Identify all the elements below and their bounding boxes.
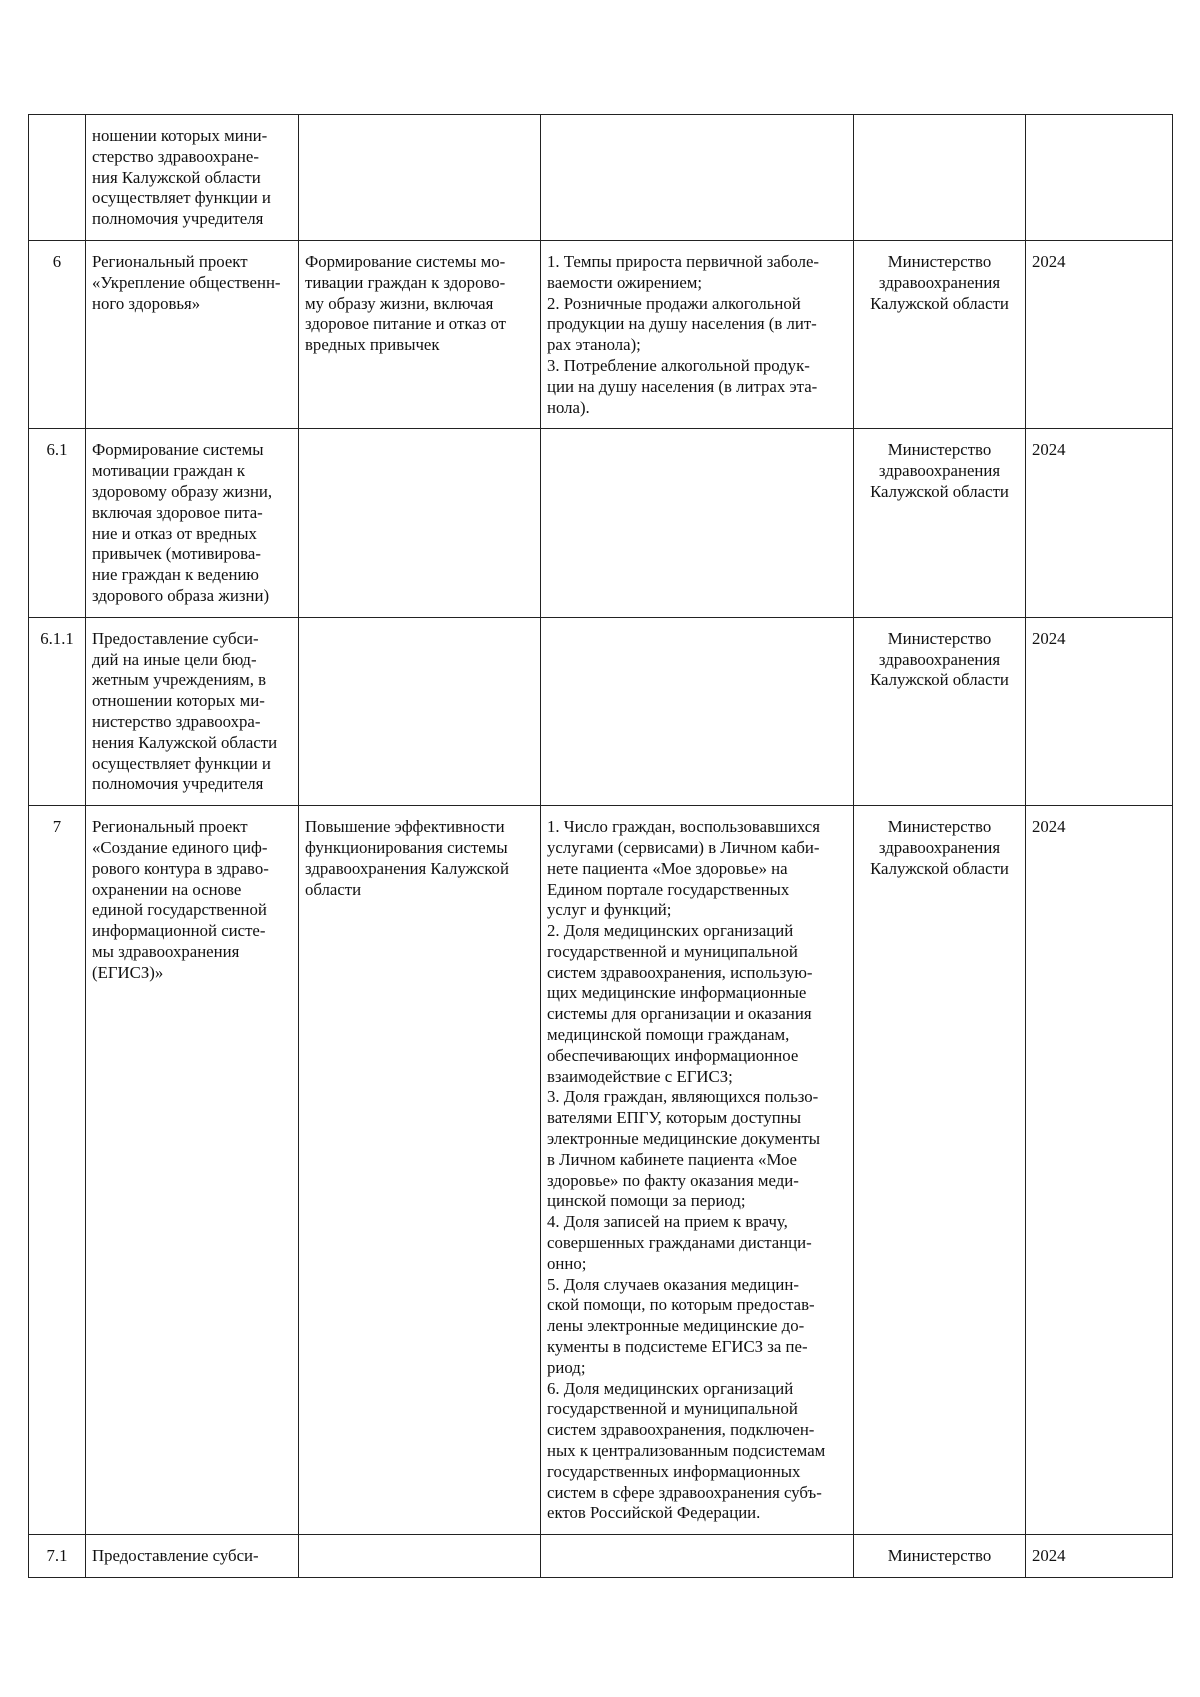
indicators-cell-line: услуг и функций; (547, 900, 672, 920)
measure-name-line: (ЕГИСЗ)» (92, 962, 164, 982)
responsible-cell-line: Калужской области (870, 481, 1009, 501)
indicators-cell-line: обеспечивающих информационное (547, 1045, 799, 1065)
measure-name-line: ного здоровья» (92, 293, 201, 313)
measure-name-line: здоровому образу жизни, (92, 481, 273, 501)
indicators-cell (541, 240, 854, 428)
indicators-cell-line: ции на душу населения (в литрах эта- (547, 376, 818, 396)
row-number: 6 (29, 240, 86, 428)
indicators-cell-line: здоровье» по факту оказания меди- (547, 1170, 799, 1190)
year-cell: 2024 (1026, 240, 1173, 428)
indicators-cell-line: 6. Доля медицинских организаций (547, 1378, 794, 1398)
measure-name-line: полномочия учредителя (92, 209, 264, 229)
row-number: 6.1 (29, 429, 86, 617)
measure-name-line: включая здоровое пита- (92, 502, 263, 522)
measure-name-line: осуществляет функции и (92, 188, 271, 208)
measure-name-line: единой государственной (92, 900, 267, 920)
indicators-cell-line: 1. Число граждан, воспользовавшихся (547, 817, 820, 837)
task-cell-line: функционирования системы (305, 837, 508, 857)
task-cell-line: здравоохранения Калужской (305, 858, 509, 878)
measure-name-line: ние и отказ от вредных (92, 523, 257, 543)
task-cell-line: тивации граждан к здорово- (305, 272, 506, 292)
indicators-cell-line: ваемости ожирением; (547, 272, 703, 292)
indicators-cell-line: нете пациента «Мое здоровье» на (547, 858, 788, 878)
measure-name-line: Региональный проект (92, 251, 248, 271)
indicators-cell-line: взаимодействие с ЕГИСЗ; (547, 1066, 733, 1086)
responsible-cell-line: здравоохранения (878, 649, 1001, 669)
indicators-cell-line: государственной и муниципальной (547, 1399, 798, 1419)
responsible-cell (854, 429, 1026, 617)
responsible-cell-line: здравоохранения (878, 837, 1001, 857)
indicators-cell-line: щих медицинские информационные (547, 983, 807, 1003)
indicators-cell-line: вателями ЕПГУ, которым доступны (547, 1108, 801, 1128)
responsible-cell (854, 806, 1026, 1535)
measure-name-line: осуществляет функции и (92, 753, 271, 773)
measure-name-line: дий на иные цели бюд- (92, 649, 257, 669)
measure-name-line: нения Калужской области (92, 732, 278, 752)
measure-name (86, 429, 299, 617)
indicators-cell-line: Едином портале государственных (547, 879, 790, 899)
indicators-cell-line: риод; (547, 1357, 586, 1377)
table-row (29, 617, 1173, 805)
responsible-cell-line: Министерство (887, 251, 992, 271)
indicators-cell-line: систем здравоохранения, использую- (547, 962, 813, 982)
indicators-cell-line: медицинской помощи гражданам, (547, 1025, 790, 1045)
measure-name-line: мы здравоохранения (92, 941, 240, 961)
measure-name-line: охранении на основе (92, 879, 242, 899)
indicators-cell-line: 4. Доля записей на прием к врачу, (547, 1212, 788, 1232)
indicators-cell-line: ектов Российской Федерации. (547, 1503, 761, 1523)
measure-name-line: Региональный проект (92, 817, 248, 837)
indicators-cell-line: 1. Темпы прироста первичной заболе- (547, 251, 819, 271)
measure-name (86, 1535, 299, 1578)
measure-name-line: полномочия учредителя (92, 774, 264, 794)
indicators-cell-line: ской помощи, по которым предостав- (547, 1295, 815, 1315)
responsible-cell-line: здравоохранения (878, 272, 1001, 292)
measure-name-line: привычек (мотивирова- (92, 544, 261, 564)
measure-name-line: мотивации граждан к (92, 461, 246, 481)
indicators-cell-line: лены электронные медицинские до- (547, 1316, 805, 1336)
measure-name-line: здорового образа жизни) (92, 585, 270, 605)
indicators-cell-line: систем в сфере здравоохранения субъ- (547, 1482, 822, 1502)
measure-name-line: жетным учреждениям, в (92, 670, 267, 690)
indicators-cell-line: цинской помощи за период; (547, 1191, 746, 1211)
year-cell: 2024 (1026, 429, 1173, 617)
measure-name (86, 617, 299, 805)
indicators-cell (541, 617, 854, 805)
task-cell-line: Повышение эффективности (305, 817, 505, 837)
indicators-cell-line: ных к централизованным подсистемам (547, 1441, 826, 1461)
year-cell (1026, 115, 1173, 241)
indicators-cell-line: рах этанола); (547, 335, 641, 355)
task-cell-line: области (305, 879, 362, 899)
indicators-cell (541, 115, 854, 241)
measure-name-line: Формирование системы (92, 440, 264, 460)
table-row (29, 240, 1173, 428)
task-cell (299, 429, 541, 617)
measure-name-line: Предоставление субси- (92, 1546, 259, 1566)
indicators-cell-line: 3. Потребление алкогольной продук- (547, 355, 810, 375)
indicators-cell-line: нола). (547, 397, 590, 417)
indicators-cell-line: 2. Доля медицинских организаций (547, 921, 794, 941)
indicators-cell-line: услугами (сервисами) в Личном каби- (547, 837, 820, 857)
task-cell-line: здоровое питание и отказ от (305, 314, 506, 334)
measure-name-line: «Укрепление общественн- (92, 272, 281, 292)
measure-name-line: рового контура в здраво- (92, 858, 269, 878)
indicators-cell (541, 429, 854, 617)
row-number: 6.1.1 (29, 617, 86, 805)
measure-name-line: стерство здравоохране- (92, 146, 259, 166)
measure-name-line: ние граждан к ведению (92, 565, 259, 585)
year-cell: 2024 (1026, 1535, 1173, 1578)
table-row (29, 115, 1173, 241)
responsible-cell-line: Калужской области (870, 858, 1009, 878)
table-row (29, 806, 1173, 1535)
task-cell-line: вредных привычек (305, 335, 440, 355)
indicators-cell-line: совершенных гражданами дистанци- (547, 1233, 812, 1253)
task-cell (299, 240, 541, 428)
task-cell (299, 806, 541, 1535)
indicators-cell-line: государственной и муниципальной (547, 941, 798, 961)
task-cell (299, 617, 541, 805)
measure-name (86, 806, 299, 1535)
measure-name-line: нистерство здравоохра- (92, 711, 261, 731)
responsible-cell-line: здравоохранения (878, 461, 1001, 481)
indicators-cell-line: онно; (547, 1253, 587, 1273)
indicators-cell-line: продукции на душу населения (в лит- (547, 314, 817, 334)
task-cell (299, 1535, 541, 1578)
indicators-cell (541, 806, 854, 1535)
indicators-cell-line: 3. Доля граждан, являющихся пользо- (547, 1087, 819, 1107)
table-row (29, 429, 1173, 617)
responsible-cell (854, 617, 1026, 805)
table-row (29, 1535, 1173, 1578)
responsible-cell-line: Министерство (887, 440, 992, 460)
program-table (28, 114, 1173, 1578)
responsible-cell (854, 1535, 1026, 1578)
responsible-cell (854, 240, 1026, 428)
responsible-cell-line: Калужской области (870, 670, 1009, 690)
measure-name-line: отношении которых ми- (92, 691, 265, 711)
indicators-cell-line: систем здравоохранения, подключен- (547, 1420, 815, 1440)
row-number (29, 115, 86, 241)
measure-name (86, 115, 299, 241)
measure-name-line: Предоставление субси- (92, 628, 259, 648)
responsible-cell-line: Калужской области (870, 293, 1009, 313)
responsible-cell (854, 115, 1026, 241)
year-cell: 2024 (1026, 806, 1173, 1535)
measure-name-line: «Создание единого циф- (92, 837, 268, 857)
indicators-cell-line: в Личном кабинете пациента «Мое (547, 1149, 797, 1169)
task-cell-line: Формирование системы мо- (305, 251, 506, 271)
responsible-cell-line: Министерство (887, 1546, 992, 1566)
task-cell (299, 115, 541, 241)
indicators-cell-line: электронные медицинские документы (547, 1129, 821, 1149)
measure-name-line: ния Калужской области (92, 167, 261, 187)
row-number: 7 (29, 806, 86, 1535)
responsible-cell-line: Министерство (887, 817, 992, 837)
task-cell-line: му образу жизни, включая (305, 293, 494, 313)
year-cell: 2024 (1026, 617, 1173, 805)
indicators-cell-line: 2. Розничные продажи алкогольной (547, 293, 801, 313)
indicators-cell-line: кументы в подсистеме ЕГИСЗ за пе- (547, 1337, 808, 1357)
table-body (29, 115, 1173, 1578)
row-number: 7.1 (29, 1535, 86, 1578)
indicators-cell-line: системы для организации и оказания (547, 1004, 812, 1024)
measure-name (86, 240, 299, 428)
measure-name-line: ношении которых мини- (92, 126, 268, 145)
indicators-cell-line: 5. Доля случаев оказания медицин- (547, 1274, 799, 1294)
measure-name-line: информационной систе- (92, 921, 266, 941)
responsible-cell-line: Министерство (887, 628, 992, 648)
indicators-cell (541, 1535, 854, 1578)
indicators-cell-line: государственных информационных (547, 1461, 801, 1481)
